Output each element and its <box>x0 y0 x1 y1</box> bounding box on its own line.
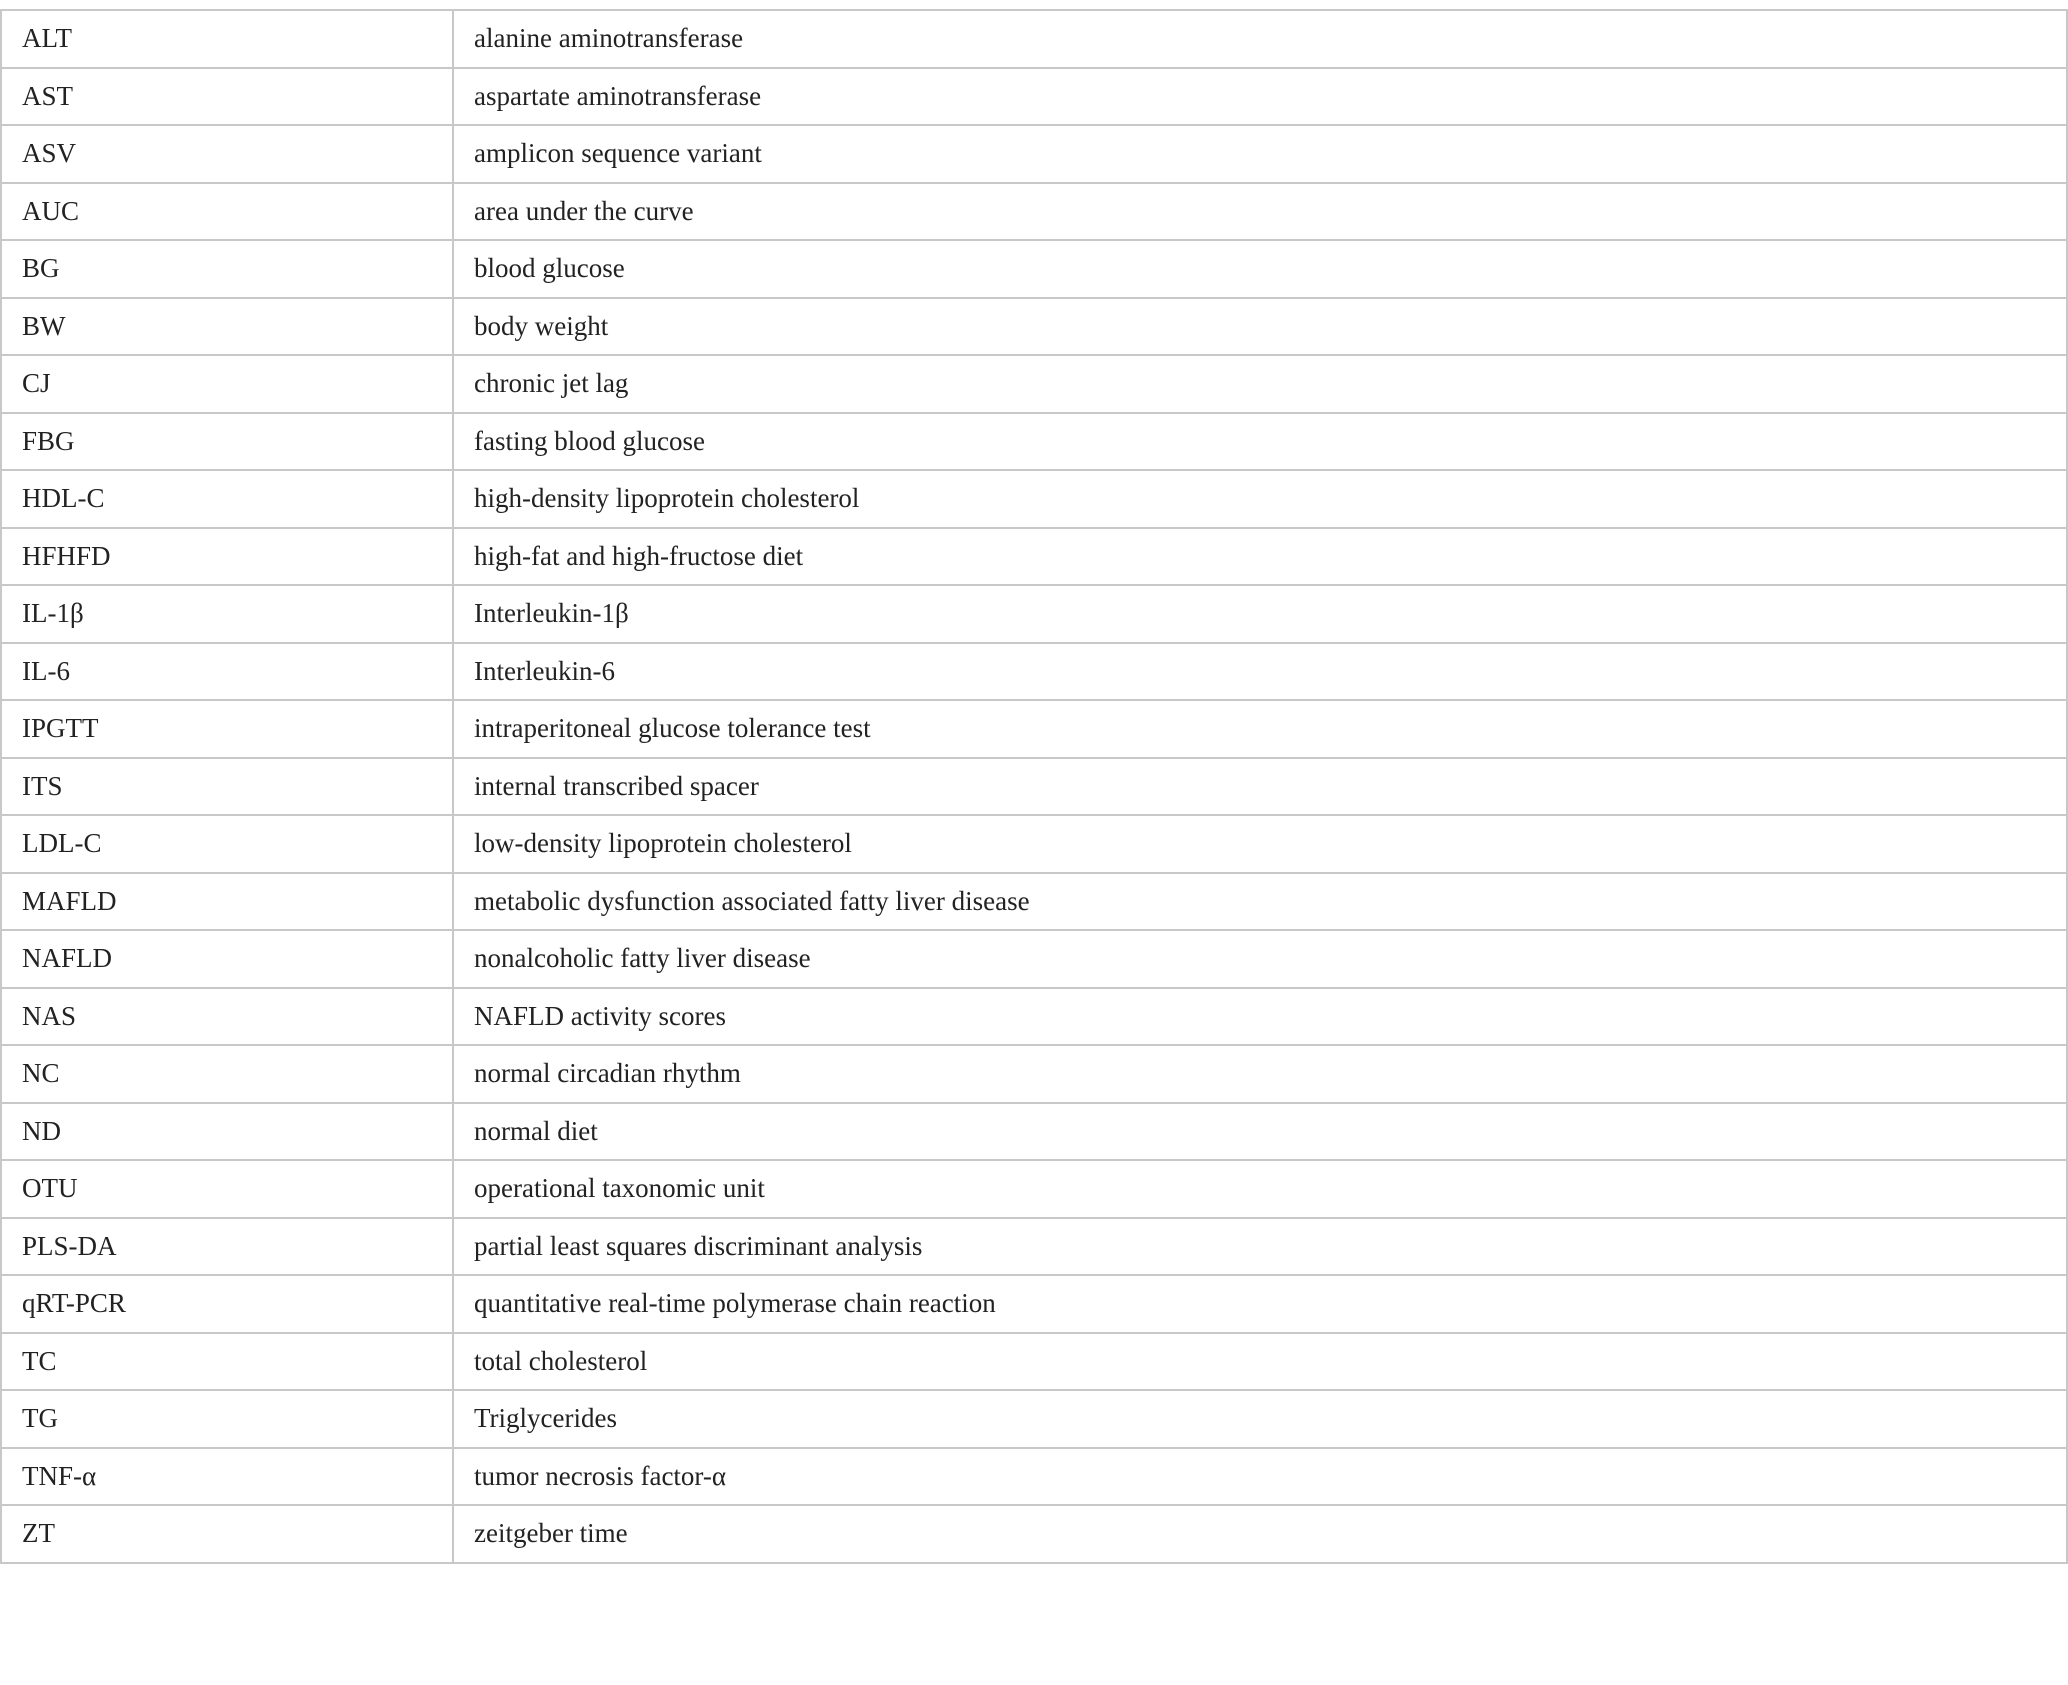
table-row <box>1 873 2067 931</box>
table-row <box>1 1160 2067 1218</box>
definition-cell: tumor necrosis factor-α <box>453 1448 2067 1506</box>
table-row <box>1 1218 2067 1276</box>
definition-cell: Interleukin-6 <box>453 643 2067 701</box>
table-row <box>1 470 2067 528</box>
definition-cell: normal circadian rhythm <box>453 1045 2067 1103</box>
definition-cell: low-density lipoprotein cholesterol <box>453 815 2067 873</box>
definition-cell: fasting blood glucose <box>453 413 2067 471</box>
table-row <box>1 183 2067 241</box>
abbreviation-cell: ZT <box>1 1505 453 1563</box>
definition-cell: internal transcribed spacer <box>453 758 2067 816</box>
definition-cell: body weight <box>453 298 2067 356</box>
abbreviation-cell: IL-6 <box>1 643 453 701</box>
abbreviation-cell: IL-1β <box>1 585 453 643</box>
definition-cell: nonalcoholic fatty liver disease <box>453 930 2067 988</box>
table-row <box>1 815 2067 873</box>
abbreviation-cell: BW <box>1 298 453 356</box>
table-row <box>1 643 2067 701</box>
abbreviation-cell: HFHFD <box>1 528 453 586</box>
definition-cell: Interleukin-1β <box>453 585 2067 643</box>
table-row <box>1 298 2067 356</box>
table-row <box>1 355 2067 413</box>
table-row <box>1 988 2067 1046</box>
abbreviation-cell: IPGTT <box>1 700 453 758</box>
table-row <box>1 758 2067 816</box>
definition-cell: partial least squares discriminant analysis <box>453 1218 2067 1276</box>
table-row <box>1 240 2067 298</box>
abbreviation-cell: HDL-C <box>1 470 453 528</box>
definition-cell: aspartate aminotransferase <box>453 68 2067 126</box>
definition-cell: high-density lipoprotein cholesterol <box>453 470 2067 528</box>
definition-cell: chronic jet lag <box>453 355 2067 413</box>
table-row <box>1 700 2067 758</box>
abbreviations-table <box>0 9 2068 1564</box>
definition-cell: normal diet <box>453 1103 2067 1161</box>
definition-cell: Triglycerides <box>453 1390 2067 1448</box>
abbreviation-cell: NAFLD <box>1 930 453 988</box>
definition-cell: area under the curve <box>453 183 2067 241</box>
definition-cell: blood glucose <box>453 240 2067 298</box>
abbreviation-cell: ITS <box>1 758 453 816</box>
definition-cell: NAFLD activity scores <box>453 988 2067 1046</box>
abbreviation-cell: PLS-DA <box>1 1218 453 1276</box>
definition-cell: metabolic dysfunction associated fatty liver disease <box>453 873 2067 931</box>
table-row <box>1 1103 2067 1161</box>
definition-cell: intraperitoneal glucose tolerance test <box>453 700 2067 758</box>
table-row <box>1 1333 2067 1391</box>
abbreviation-cell: TNF-α <box>1 1448 453 1506</box>
abbreviation-cell: NAS <box>1 988 453 1046</box>
abbreviation-cell: ND <box>1 1103 453 1161</box>
abbreviation-cell: FBG <box>1 413 453 471</box>
abbreviation-cell: TC <box>1 1333 453 1391</box>
abbreviation-cell: NC <box>1 1045 453 1103</box>
abbreviation-cell: AST <box>1 68 453 126</box>
definition-cell: zeitgeber time <box>453 1505 2067 1563</box>
abbreviation-cell: CJ <box>1 355 453 413</box>
abbreviation-cell: LDL-C <box>1 815 453 873</box>
definition-cell: operational taxonomic unit <box>453 1160 2067 1218</box>
table-row <box>1 10 2067 68</box>
table-row <box>1 930 2067 988</box>
table-row <box>1 1390 2067 1448</box>
table-row <box>1 585 2067 643</box>
abbreviation-cell: BG <box>1 240 453 298</box>
definition-cell: total cholesterol <box>453 1333 2067 1391</box>
abbreviation-cell: ALT <box>1 10 453 68</box>
table-row <box>1 413 2067 471</box>
table-row <box>1 1275 2067 1333</box>
abbreviation-cell: AUC <box>1 183 453 241</box>
definition-cell: high-fat and high-fructose diet <box>453 528 2067 586</box>
abbreviation-cell: TG <box>1 1390 453 1448</box>
definition-cell: alanine aminotransferase <box>453 10 2067 68</box>
abbreviations-table-body <box>1 10 2067 1563</box>
definition-cell: amplicon sequence variant <box>453 125 2067 183</box>
table-row <box>1 125 2067 183</box>
abbreviation-cell: MAFLD <box>1 873 453 931</box>
table-row <box>1 1448 2067 1506</box>
table-row <box>1 1045 2067 1103</box>
table-row <box>1 528 2067 586</box>
table-row <box>1 68 2067 126</box>
definition-cell: quantitative real-time polymerase chain reaction <box>453 1275 2067 1333</box>
table-row <box>1 1505 2067 1563</box>
abbreviation-cell: ASV <box>1 125 453 183</box>
abbreviation-cell: OTU <box>1 1160 453 1218</box>
abbreviation-cell: qRT-PCR <box>1 1275 453 1333</box>
